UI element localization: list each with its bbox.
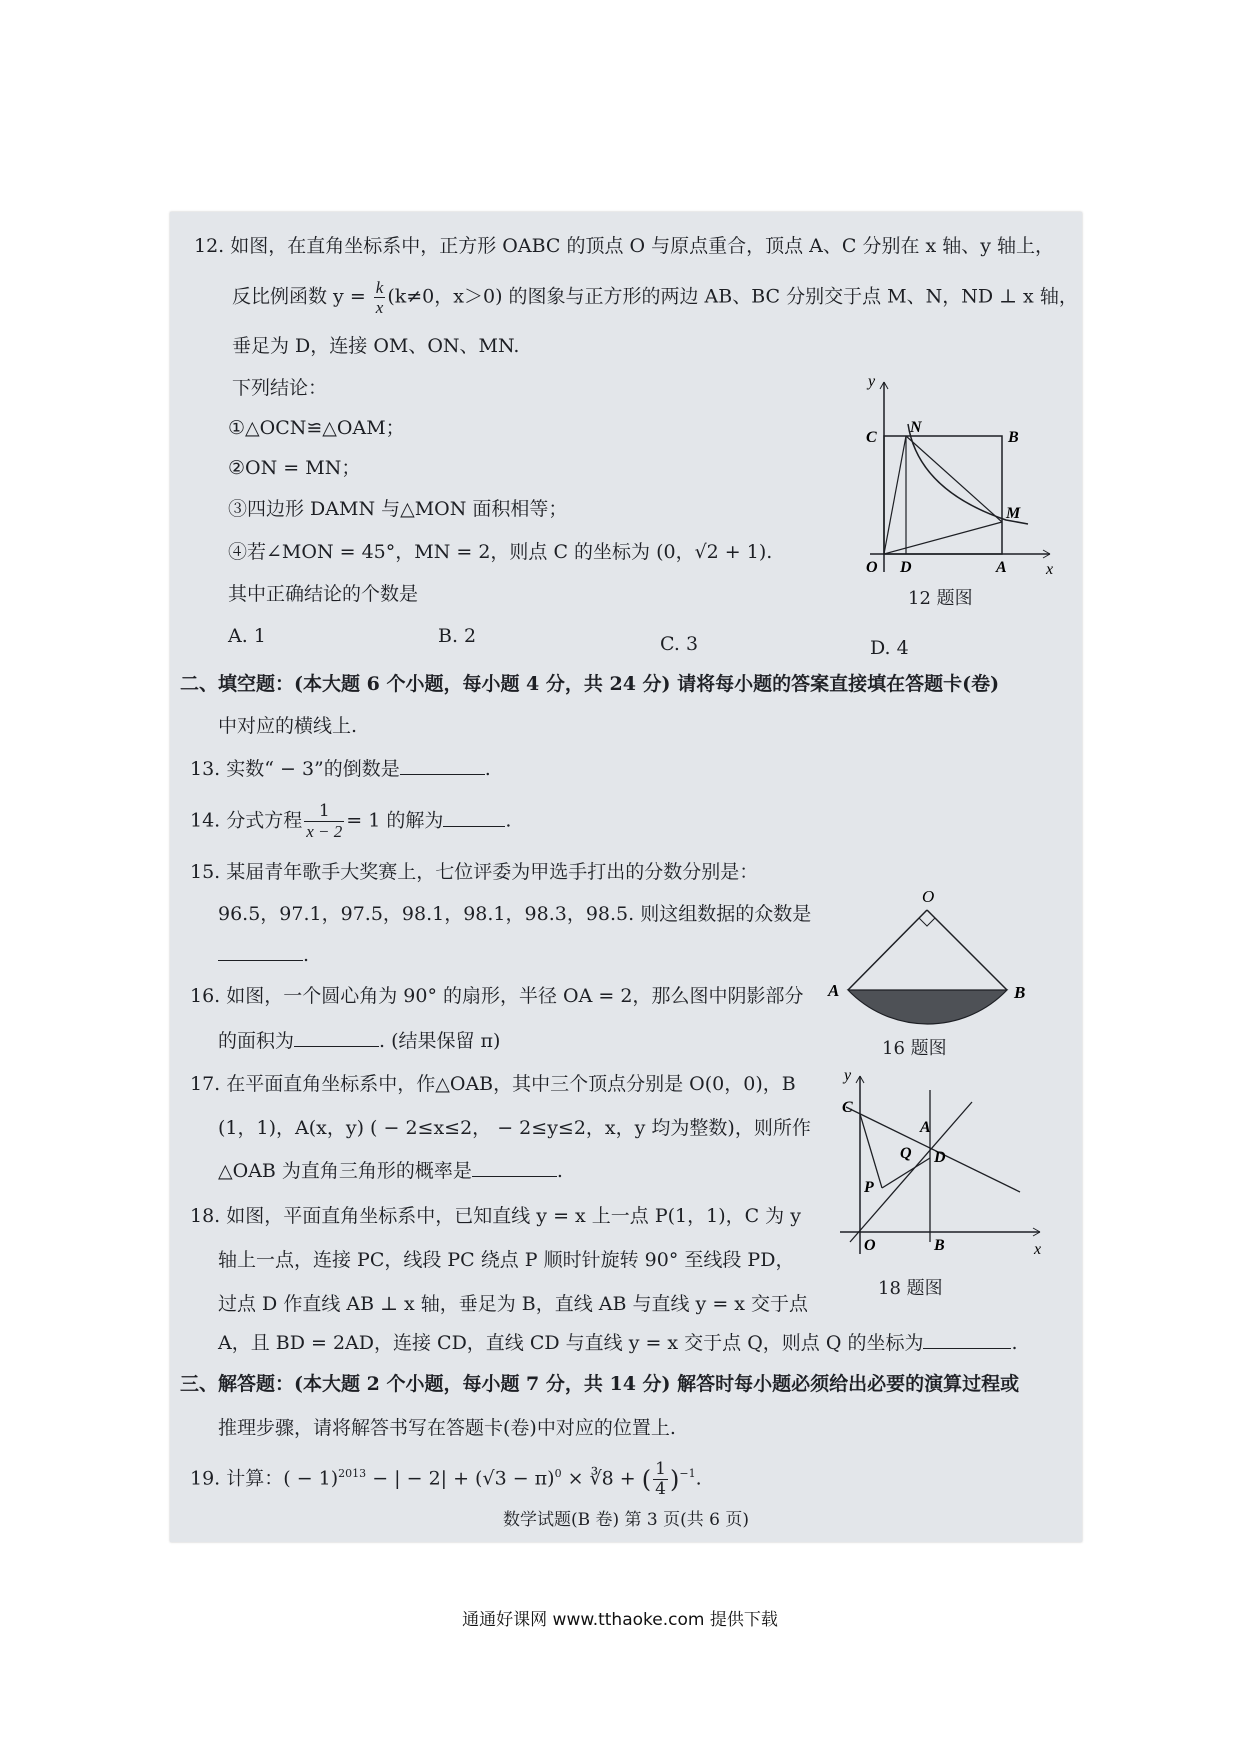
q14-frac-num: 1: [318, 801, 330, 821]
q18-line4-pre: A，且 BD = 2AD，连接 CD，直线 CD 与直线 y = x 交于点 Q，则点 Q 的坐标为: [218, 1332, 924, 1354]
q15-answer-blank[interactable]: [218, 942, 303, 961]
q18-figure: [820, 1062, 1060, 1262]
q16-fig-label-o: O: [922, 887, 935, 906]
q12-fig-label-x: x: [1046, 561, 1054, 578]
q12-conclusion-3: ③四边形 DAMN 与△MON 面积相等；: [228, 498, 568, 520]
q14-end: .: [505, 809, 512, 832]
q12-fig-label-o: O: [866, 559, 878, 576]
q12-line2-pre: 反比例函数 y =: [232, 285, 372, 308]
q12-fraction: [374, 278, 386, 317]
q16-line1: 16. 如图，一个圆心角为 90° 的扇形，半径 OA = 2，那么图中阴影部分: [190, 985, 804, 1007]
q18-fig-label-q: Q: [900, 1145, 912, 1162]
q18-line1: 18. 如图，平面直角坐标系中，已知直线 y = x 上一点 P(1，1)，C 为 y: [190, 1205, 801, 1227]
q17-answer-blank[interactable]: [472, 1158, 557, 1177]
q16-figure: [810, 880, 1050, 1060]
q14: [190, 802, 511, 841]
q19-pre: 19. 计算：( − 1): [190, 1467, 339, 1490]
q14-frac-den: x − 2: [306, 822, 343, 841]
q12-line3: 垂足为 D，连接 OM、ON、MN.: [232, 335, 520, 357]
q16-line2-pre: 的面积为: [218, 1030, 295, 1052]
q12-fig-label-n: N: [910, 419, 922, 436]
q19-end: .: [695, 1467, 702, 1490]
q17-line3-pre: △OAB 为直角三角形的概率是: [218, 1160, 472, 1182]
q17-end: .: [556, 1160, 563, 1182]
q19-mid2: × ∛8 +: [561, 1467, 642, 1490]
q18-fig-label-b: B: [934, 1237, 945, 1254]
q16-line2: [218, 1028, 500, 1053]
q19-exp2: 0: [554, 1467, 562, 1481]
q17-line3: [218, 1158, 563, 1183]
q19-paren-close: ): [669, 1465, 680, 1494]
q12-fig-label-d: D: [900, 559, 912, 576]
q14-post: = 1 的解为: [346, 809, 444, 832]
q12-option-d: D. 4: [870, 637, 909, 659]
q12-question: 其中正确结论的个数是: [228, 583, 419, 605]
q12-frac-num: k: [375, 278, 384, 297]
q13-text: 13. 实数“ − 3”的倒数是: [190, 758, 400, 780]
q16-fig-label-b: B: [1014, 983, 1026, 1002]
q15-line1: 15. 某届青年歌手大奖赛上，七位评委为甲选手打出的分数分别是：: [190, 861, 759, 883]
q18-fig-label-o: O: [864, 1237, 876, 1254]
q12-option-b: B. 2: [438, 625, 477, 647]
q18-fig-label-c: C: [842, 1099, 853, 1116]
q18-line3: 过点 D 作直线 AB ⊥ x 轴，垂足为 B，直线 AB 与直线 y = x 交于点: [218, 1293, 809, 1315]
q12-line2: [232, 278, 1078, 317]
q12-line1: 12. 如图，在直角坐标系中，正方形 OABC 的顶点 O 与原点重合，顶点 A、C 分别在 x 轴、y 轴上，: [194, 235, 1055, 257]
q14-fraction: [304, 802, 344, 841]
q14-pre: 14. 分式方程: [190, 809, 303, 832]
q12-option-c: C. 3: [660, 633, 699, 655]
q17-line1: 17. 在平面直角坐标系中，作△OAB，其中三个顶点分别是 O(0，0)，B: [190, 1073, 796, 1095]
q13-end: .: [484, 758, 491, 780]
q12-frac-den: x: [375, 298, 384, 317]
q12-fig-label-b: B: [1008, 429, 1019, 446]
q12-fig-label-a: A: [996, 559, 1007, 576]
section-2-title: 二、填空题：(本大题 6 个小题，每小题 4 分，共 24 分) 请将每小题的答案直接填在答题卡(卷): [180, 673, 1000, 695]
q18-answer-blank[interactable]: [923, 1330, 1011, 1349]
q18-line4: [218, 1330, 1018, 1355]
q12-fig-label-y: y: [868, 373, 876, 390]
q16-fig-label-a: A: [828, 981, 840, 1000]
q19-frac-num: 1: [655, 1459, 666, 1479]
q19-exp3: −1: [679, 1467, 696, 1481]
q12-figure-caption: 12 题图: [908, 588, 973, 609]
q19-paren-open: (: [641, 1465, 652, 1494]
section-3-title: 三、解答题：(本大题 2 个小题，每小题 7 分，共 14 分) 解答时每小题必须给出必要的演算过程或: [180, 1373, 1020, 1395]
q19-fraction: [653, 1460, 668, 1499]
q18-end: .: [1011, 1332, 1018, 1354]
page-footer: 数学试题(B 卷) 第 3 页(共 6 页): [502, 1510, 750, 1530]
q14-answer-blank[interactable]: [443, 808, 505, 827]
q19: [190, 1460, 702, 1499]
q12-conclusion-1: ①△OCN≌△OAM；: [228, 417, 405, 439]
q16-answer-blank[interactable]: [294, 1028, 379, 1047]
q18-fig-label-p: P: [864, 1179, 874, 1196]
q18-fig-label-a: A: [920, 1119, 931, 1136]
q13-answer-blank[interactable]: [400, 756, 485, 775]
q16-figure-caption: 16 题图: [882, 1038, 947, 1059]
exam-page: [170, 212, 1082, 1542]
q12-fig-label-c: C: [866, 429, 877, 446]
q19-exp1: 2013: [338, 1467, 367, 1481]
section-2-line2: 中对应的横线上.: [218, 715, 358, 737]
q12-conclusion-4: ④若∠MON = 45°，MN = 2，则点 C 的坐标为 (0，√2 + 1).: [228, 541, 773, 563]
q18-figure-caption: 18 题图: [878, 1278, 943, 1299]
q17-line2: (1，1)，A(x，y) ( − 2≤x≤2， − 2≤y≤2，x，y 均为整数)，则所作: [218, 1117, 811, 1139]
q12-conclusion-2: ②ON = MN；: [228, 457, 361, 479]
q12-figure: [850, 372, 1060, 582]
q12-line2-post: (k≠0，x＞0) 的图象与正方形的两边 AB、BC 分别交于点 M、N，ND ⊥ x 轴，: [387, 285, 1078, 308]
q12-option-a: A. 1: [228, 625, 266, 647]
q12-line4: 下列结论：: [232, 377, 328, 399]
q19-mid: − | − 2| + (√3 − π): [366, 1467, 555, 1490]
q19-frac-den: 4: [655, 1479, 666, 1499]
q18-line2: 轴上一点，连接 PC，线段 PC 绕点 P 顺时针旋转 90° 至线段 PD，: [218, 1249, 795, 1271]
q18-fig-label-d: D: [934, 1149, 946, 1166]
section-3-line2: 推理步骤，请将解答书写在答题卡(卷)中对应的位置上.: [218, 1417, 676, 1439]
q13: [190, 756, 491, 781]
q18-fig-label-x: x: [1034, 1241, 1042, 1258]
q18-fig-label-y: y: [844, 1067, 852, 1084]
q12-fig-label-m: M: [1006, 505, 1021, 522]
site-footer: 通通好课网 www.tthaoke.com 提供下载: [462, 1610, 778, 1630]
q15-line2: 96.5，97.1，97.5，98.1，98.1，98.3，98.5. 则这组数据的众数是: [218, 903, 812, 925]
q15-end: .: [303, 944, 310, 966]
q16-line2-post: . (结果保留 π): [379, 1030, 501, 1052]
q15-line3: [218, 942, 309, 967]
